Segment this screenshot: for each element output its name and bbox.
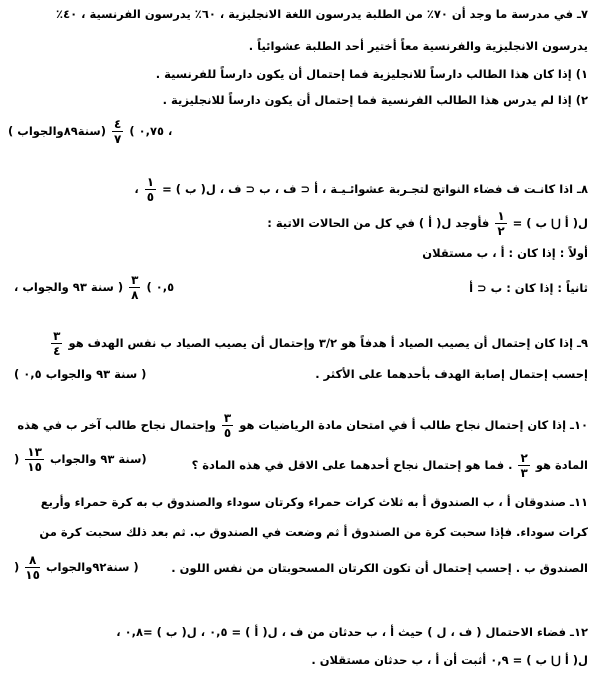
q11-answer-fraction xyxy=(25,554,40,581)
q10-answer-fraction xyxy=(25,446,44,473)
q9-line-1-fraction xyxy=(51,330,62,357)
q8-line-1-end: ، xyxy=(134,182,139,196)
q8-answer-label: ( سنة ٩٣ والجواب xyxy=(22,280,124,294)
q10-line-1-text-b: وإحتمال نجاح طالب آخر ب في هذه xyxy=(17,418,216,432)
q8-answer xyxy=(14,274,174,301)
q8-line-2 xyxy=(6,210,588,237)
q8-line-3: أولاً : إذا كان : أ ، ب مستقلان xyxy=(422,246,588,260)
q8-line-2-fraction xyxy=(495,210,506,237)
q8-line-2-frac-num: ١ xyxy=(497,209,505,223)
q11-line-1: ١١ـ صندوقان أ ، ب الصندوق أ به ثلاث كرات حمراء وكرتان سوداء والصندوق ب به كرة حمراء وأربع xyxy=(40,495,588,509)
q7-answer-fraction xyxy=(112,118,123,145)
q10-line-2 xyxy=(6,445,588,480)
q8-answer-frac-num: ٣ xyxy=(131,273,139,287)
q8-answer-fraction xyxy=(129,274,140,301)
q11-line-3 xyxy=(6,553,588,582)
q11-line-3-text: الصندوق ب . إحسب إحتمال أن تكون الكرتان المسحوبتان من نفس اللون . xyxy=(171,561,588,575)
q8-line-1 xyxy=(6,176,588,203)
q7-line-4: ٢) إذا لم يدرس هذا الطالب الفرنسية فما إحتمال أن يكون دارساً للانجليزية . xyxy=(162,93,588,107)
q8-line-2-text-a: ل( أ ⋃ ب ) = xyxy=(512,216,588,230)
q10-answer-frac-num: ١٣ xyxy=(27,445,42,459)
q10-line-1-fraction xyxy=(222,412,233,439)
q9-line-1 xyxy=(6,330,588,357)
q12-line-1: ١٢ـ فضاء الاحتمال ( ف ، ل ) حيث أ ، ب حدثان من ف ، ل( أ ) = ٠,٥ ، ل( ب ) =٠,٨ ، xyxy=(116,625,588,639)
q10-line-2-frac-den: ٣ xyxy=(520,466,528,480)
q7-answer-tail-open: ( xyxy=(8,124,14,138)
q10-line-2-text-a: المادة هو xyxy=(535,458,588,472)
q8-answer-tail: ، ٠,٥ ) xyxy=(14,280,175,294)
q10-line-1 xyxy=(6,412,588,439)
q9-frac-den: ٤ xyxy=(53,344,61,358)
q11-answer-frac-den: ١٥ xyxy=(25,568,40,582)
q9-line-1-text: ٩ـ إذا كان إحتمال أن يصيب الصياد أ هدفاً هو ٣/٢ وإحتمال أن يصيب الصياد ب نفس الهدف هو xyxy=(68,336,588,350)
q10-answer-close: ) xyxy=(14,452,20,466)
q9-answer: ( سنة ٩٣ والجواب ٠,٥ ) xyxy=(14,367,147,381)
q7-answer-label: (سنة٨٩والجواب xyxy=(17,124,106,138)
q8-line-4 xyxy=(6,273,588,302)
q8-line-1-fraction xyxy=(145,176,156,203)
q10-line-2-frac-num: ٢ xyxy=(520,451,528,465)
q9-frac-num: ٣ xyxy=(53,329,61,343)
q8-line-4-text: ثانياً : إذا كان : ب ⊂ أ xyxy=(469,281,588,295)
q11-answer-frac-num: ٨ xyxy=(25,554,40,568)
q7-answer-tail: ، ٠,٧٥ ) xyxy=(129,124,173,138)
q7-line-3: ١) إذا كان هذا الطالب دارساً للانجليزية فما إحتمال أن يكون دارساً للفرنسية . xyxy=(155,67,588,81)
q9-line-2-text: إحسب إحتمال إصابة الهدف بأحدهما على الأكثر . xyxy=(315,367,588,381)
q8-line-1-text: ٨ـ اذا كانـت ف فضاء النواتج لتجـربة عشوائـيـة ، أ ⊂ ف ، ب ⊂ ف ، ل( ب ) = xyxy=(162,182,588,196)
q8-frac-num: ١ xyxy=(146,175,155,189)
q10-line-1-text-a: ١٠ـ إذا كان إحتمال نجاح طالب أ في امتحان مادة الرياضيات هو xyxy=(239,418,588,432)
q10-frac-den: ٥ xyxy=(223,426,232,440)
q10-line-2-text-b: . فما هو إحتمال نجاح أحدهما على الاقل في هذه المادة ؟ xyxy=(191,458,513,472)
q10-answer xyxy=(14,446,147,473)
q7-answer xyxy=(8,118,172,145)
q7-answer-frac-num: ٤ xyxy=(113,117,122,131)
q8-answer-frac-den: ٨ xyxy=(131,288,139,302)
q10-frac-num: ٣ xyxy=(223,411,232,425)
q7-answer-frac-den: ٧ xyxy=(113,132,122,146)
q7-line-1: ٧ـ في مدرسة ما وجد أن ٧٠٪ من الطلبة يدرسون اللغة الانجليزية ، ٦٠٪ يدرسون الفرنسية ، ٤٠٪ xyxy=(56,7,588,21)
q10-answer-label: (سنة ٩٣ والجواب xyxy=(49,452,147,466)
q11-answer-close: ) xyxy=(14,560,20,574)
q11-answer-label: ( سنة٩٢والجواب xyxy=(45,560,139,574)
q11-answer xyxy=(14,554,139,581)
q8-frac-den: ٥ xyxy=(146,190,155,204)
q7-line-2: يدرسون الانجليزية والفرنسية معاً أختير أحد الطلبة عشوائياً . xyxy=(248,39,588,53)
q10-line-2-fraction xyxy=(518,452,529,479)
q9-line-2 xyxy=(6,366,588,382)
q8-line-2-text-b: فأوجد ل( أ ) في كل من الحالات الاتية : xyxy=(267,216,490,230)
q8-line-2-frac-den: ٢ xyxy=(497,224,505,238)
q11-line-2: كرات سوداء. فإذا سحبت كرة من الصندوق أ ثم وضعت في الصندوق ب. ثم بعد ذلك سحبت كرة من xyxy=(39,525,588,539)
q12-line-2: ل( أ ⋃ ب ) = ٠,٩ أثبت أن أ ، ب حدثان مستقلان . xyxy=(311,653,588,667)
q10-answer-frac-den: ١٥ xyxy=(27,460,42,474)
